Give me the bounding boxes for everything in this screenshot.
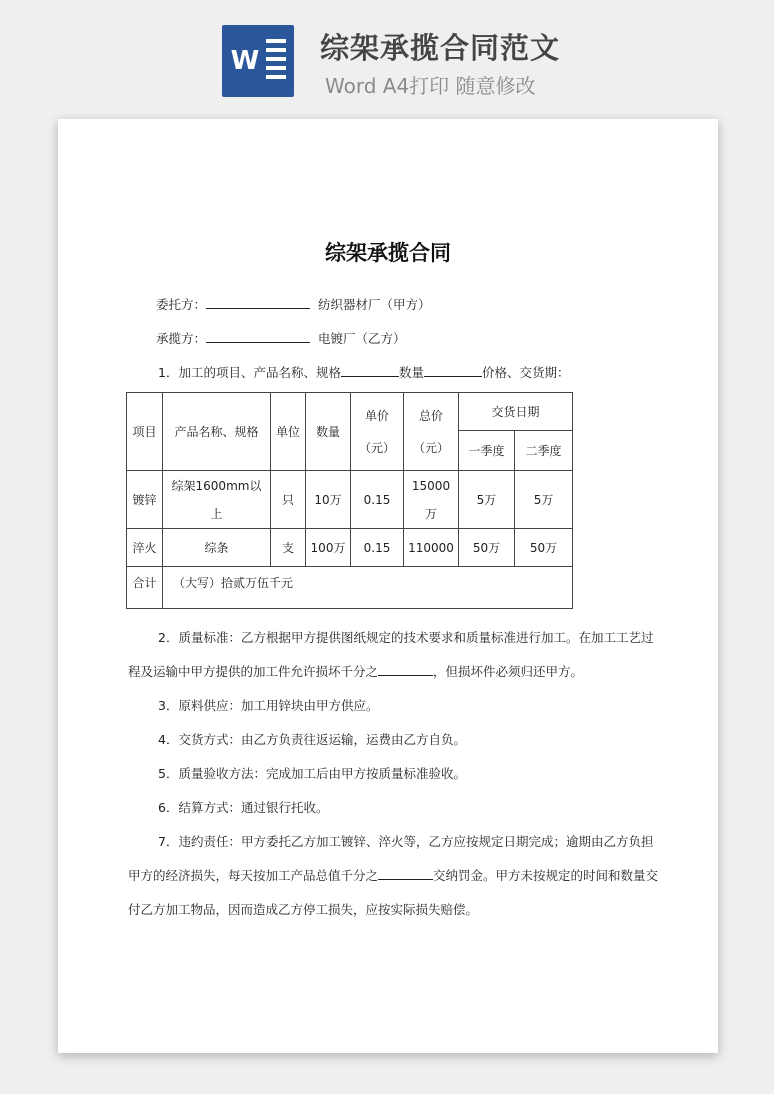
table-header-row [127, 393, 573, 431]
clause-1-prefix: 1．加工的项目、产品名称、规格 [158, 365, 341, 380]
quantity-blank[interactable] [424, 363, 482, 377]
row-item: 淬火 [127, 529, 163, 567]
contractor-line [156, 329, 405, 347]
header-delivery: 交货日期 [459, 393, 573, 431]
row-unit: 支 [271, 529, 306, 567]
banner-title: 综架承揽合同范文 [320, 31, 561, 65]
document-page [58, 119, 718, 1053]
clause-1-mid: 数量 [398, 365, 424, 380]
header-item: 项目 [127, 393, 163, 471]
clause-5: 5．质量验收方法：完成加工后由甲方按质量标准验收。 [158, 766, 466, 781]
row-product: 综条 [163, 529, 271, 567]
client-blank[interactable] [206, 295, 310, 309]
clause-7-line-2: 甲方的经济损失，每天按加工产品总值千分之 交纳罚金。甲方未按规定的时间和数量交 [128, 868, 659, 883]
word-icon-letter: W [230, 46, 260, 76]
row-total: 110000 [404, 529, 459, 567]
spec-blank[interactable] [341, 363, 399, 377]
clause-2-line-2: 程及运输中甲方提供的加工件允许损坏千分之 ，但损坏件必须归还甲方。 [128, 664, 584, 679]
banner [0, 0, 774, 110]
row-item: 镀锌 [127, 471, 163, 529]
clause-1-suffix: 价格、交货期： [481, 365, 570, 380]
client-value: 纺织器材厂（甲方） [317, 297, 431, 312]
header-q1: 一季度 [459, 431, 515, 471]
header-product: 产品名称、规格 [163, 393, 271, 471]
contractor-value: 电镀厂（乙方） [317, 331, 406, 346]
header-qty: 数量 [306, 393, 351, 471]
clause-7-line-1: 7．违约责任：甲方委托乙方加工镀锌、淬火等，乙方应按规定日期完成；逾期由乙方负担 [158, 834, 654, 849]
word-icon-lines [266, 39, 286, 84]
contractor-blank[interactable] [206, 329, 310, 343]
clause-1 [158, 363, 570, 381]
header-unit: 单位 [271, 393, 306, 471]
clause-7-line-3: 付乙方加工物品，因而造成乙方停工损失，应按实际损失赔偿。 [128, 902, 479, 917]
header-unit-price: 单价 （元） [351, 393, 404, 471]
banner-subtitle: Word A4打印 随意修改 [325, 74, 536, 98]
table-row [127, 529, 573, 567]
row-product: 综架1600mm以 上 [163, 471, 271, 529]
row-qty: 100万 [306, 529, 351, 567]
clause-3: 3．原料供应：加工用锌块由甲方供应。 [158, 698, 379, 713]
row-unit: 只 [271, 471, 306, 529]
table-sum-row [127, 567, 573, 609]
sum-value: （大写）拾贰万伍千元 [163, 567, 573, 609]
items-table [126, 392, 573, 609]
penalty-rate-blank[interactable] [378, 866, 433, 880]
header-total: 总价 （元） [404, 393, 459, 471]
header-q2: 二季度 [515, 431, 573, 471]
row-price: 0.15 [351, 529, 404, 567]
contractor-label: 承揽方： [156, 331, 207, 346]
clause-4: 4．交货方式：由乙方负责往返运输，运费由乙方自负。 [158, 732, 466, 747]
word-document-icon [222, 25, 294, 97]
document-title: 综架承揽合同 [325, 241, 451, 265]
row-q2: 5万 [515, 471, 573, 529]
sum-label: 合计 [127, 567, 163, 609]
row-q2: 50万 [515, 529, 573, 567]
damage-rate-blank[interactable] [378, 662, 433, 676]
row-qty: 10万 [306, 471, 351, 529]
row-q1: 50万 [459, 529, 515, 567]
row-total: 15000 万 [404, 471, 459, 529]
table-row [127, 471, 573, 529]
row-q1: 5万 [459, 471, 515, 529]
clause-6: 6．结算方式：通过银行托收。 [158, 800, 329, 815]
row-price: 0.15 [351, 471, 404, 529]
client-line [156, 295, 430, 313]
clause-2-line-1: 2．质量标准：乙方根据甲方提供图纸规定的技术要求和质量标准进行加工。在加工工艺过 [158, 630, 654, 645]
client-label: 委托方： [156, 297, 207, 312]
